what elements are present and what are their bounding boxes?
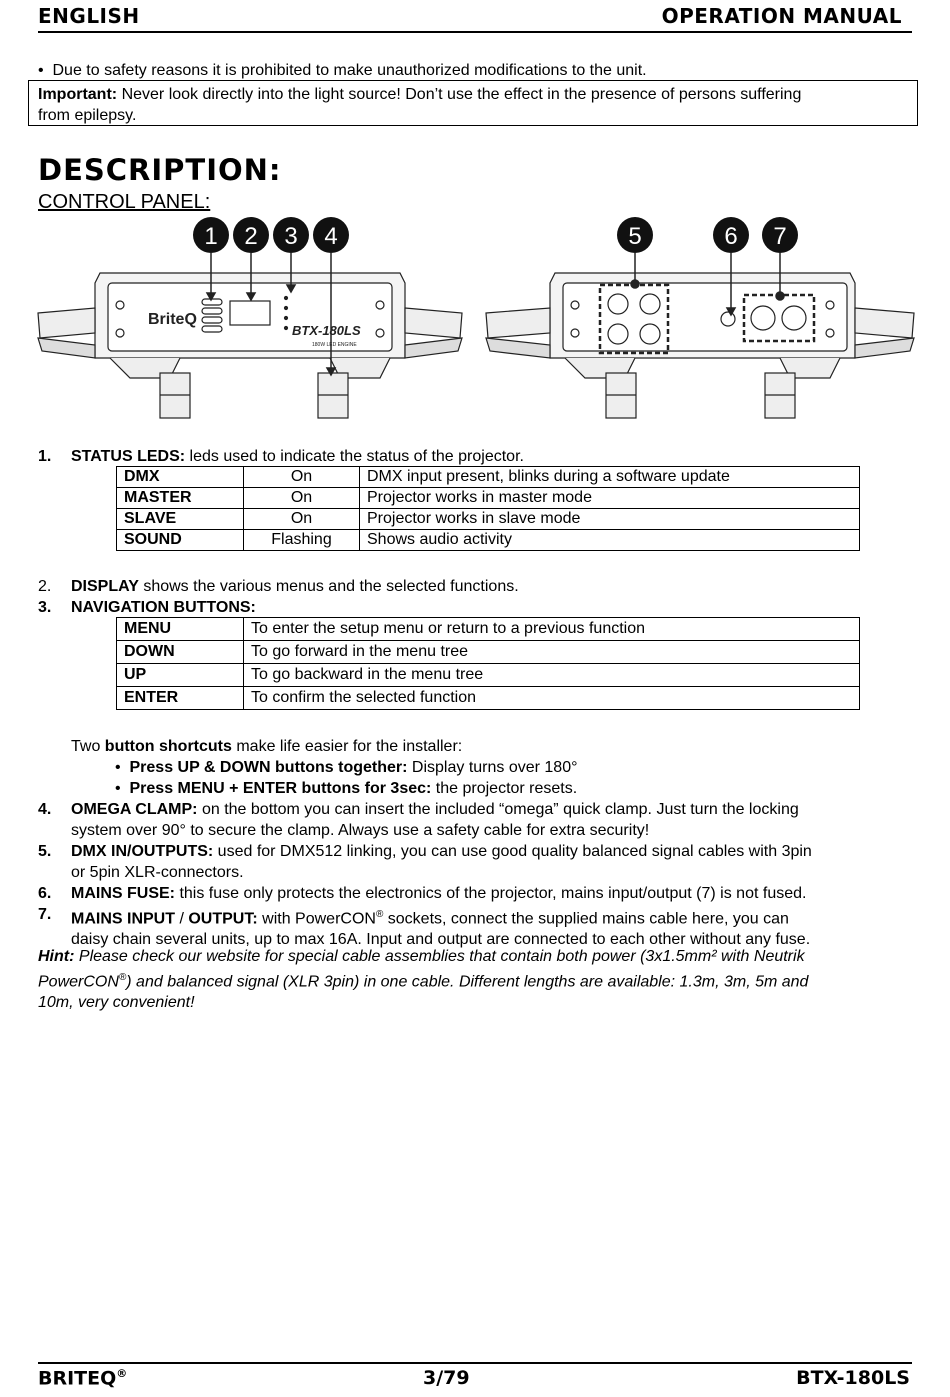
table-cell: Flashing bbox=[244, 530, 360, 551]
item-desc: leds used to indicate the status of the projector. bbox=[189, 448, 524, 465]
bullet-dot: • bbox=[115, 780, 121, 797]
table-cell: To go forward in the menu tree bbox=[244, 641, 860, 664]
item-slash: / bbox=[179, 910, 184, 928]
item-7-text bbox=[71, 904, 911, 950]
shortcut-text: the projector resets. bbox=[435, 780, 578, 797]
footer-brand bbox=[38, 1367, 127, 1389]
header-language: ENGLISH bbox=[38, 4, 140, 28]
item-line: system over 90° to secure the clamp. Always use a safety cable for extra security! bbox=[71, 822, 650, 839]
shortcut-bold: Press MENU + ENTER buttons for 3sec: bbox=[129, 780, 432, 797]
table-cell: DOWN bbox=[117, 641, 244, 664]
important-box bbox=[28, 80, 918, 126]
footer-rule bbox=[38, 1362, 912, 1364]
table-row bbox=[117, 618, 860, 641]
item-label: OUTPUT: bbox=[188, 910, 258, 928]
hint-line: Please check our website for special cable assemblies that contain both power (3x1.5mm² with Neutrik bbox=[78, 948, 805, 965]
callout-2 bbox=[233, 217, 269, 253]
status-led-table bbox=[116, 466, 860, 551]
svg-text:2: 2 bbox=[244, 223, 258, 250]
shortcut-2 bbox=[115, 778, 577, 799]
hint-line: 10m, very convenient! bbox=[38, 994, 195, 1012]
item-label: DISPLAY bbox=[71, 578, 139, 595]
bullet-dot: • bbox=[38, 62, 44, 79]
intro-bold: button shortcuts bbox=[104, 738, 232, 755]
item-desc: this fuse only protects the electronics of the projector, mains input/output (7) is not fused. bbox=[179, 885, 807, 902]
table-row bbox=[117, 509, 860, 530]
important-text-1: Never look directly into the light source! Don’t use the effect in the presence of persons suffering bbox=[121, 86, 802, 103]
item-label: STATUS LEDS: bbox=[71, 448, 186, 465]
navigation-table bbox=[116, 617, 860, 710]
shortcut-text: Display turns over 180° bbox=[411, 759, 578, 776]
callout-3 bbox=[273, 217, 309, 253]
table-row bbox=[117, 467, 860, 488]
table-cell: To confirm the selected function bbox=[244, 687, 860, 710]
item-line: daisy chain several units, up to max 16A. Input and output are connected to each other without any fuse. bbox=[71, 931, 811, 949]
control-panel-figure bbox=[30, 213, 920, 428]
intro-post: make life easier for the installer: bbox=[236, 738, 463, 755]
safety-text: Due to safety reasons it is prohibited to make unauthorized modifications to the unit. bbox=[52, 62, 647, 79]
table-row bbox=[117, 488, 860, 509]
item-label: OMEGA CLAMP: bbox=[71, 801, 198, 818]
svg-text:6: 6 bbox=[724, 223, 738, 250]
table-cell: SLAVE bbox=[117, 509, 244, 530]
table-row bbox=[117, 687, 860, 710]
registered-mark: ® bbox=[375, 909, 384, 920]
item-7-number: 7. bbox=[38, 906, 52, 923]
table-cell: MASTER bbox=[117, 488, 244, 509]
table-cell: Projector works in slave mode bbox=[360, 509, 860, 530]
front-sub: 180W LED ENGINE bbox=[312, 342, 357, 348]
important-label: Important: bbox=[38, 86, 118, 103]
footer-model: BTX-180LS bbox=[796, 1367, 910, 1389]
table-cell: To enter the setup menu or return to a previous function bbox=[244, 618, 860, 641]
hint-line: ) and balanced signal (XLR 3pin) in one cable. Different lengths are available: 1.3m, 3m, 5m and bbox=[126, 973, 809, 991]
svg-text:5: 5 bbox=[628, 223, 642, 250]
item-5-number: 5. bbox=[38, 843, 52, 860]
rear-view bbox=[486, 273, 914, 418]
table-cell: On bbox=[244, 467, 360, 488]
hint-line: PowerCON bbox=[38, 973, 119, 991]
table-cell: To go backward in the menu tree bbox=[244, 664, 860, 687]
bullet-dot: • bbox=[115, 759, 121, 776]
item-5-text bbox=[71, 841, 911, 883]
item-2-number: 2. bbox=[38, 578, 52, 595]
item-line: used for DMX512 linking, you can use good quality balanced signal cables with 3pin bbox=[217, 843, 812, 860]
hint-label: Hint: bbox=[38, 948, 75, 965]
important-text-2: from epilepsy. bbox=[38, 107, 137, 124]
table-cell: Projector works in master mode bbox=[360, 488, 860, 509]
item-1-text bbox=[71, 446, 524, 467]
item-3-label: NAVIGATION BUTTONS: bbox=[71, 599, 256, 616]
item-label: DMX IN/OUTPUTS: bbox=[71, 843, 214, 860]
hint-block bbox=[38, 946, 912, 1013]
section-title: DESCRIPTION: bbox=[38, 153, 282, 187]
registered-mark: ® bbox=[118, 972, 127, 983]
header-title: OPERATION MANUAL bbox=[661, 4, 902, 28]
item-3-number: 3. bbox=[38, 599, 52, 616]
shortcut-1 bbox=[115, 757, 578, 778]
table-cell: SOUND bbox=[117, 530, 244, 551]
front-logo: BriteQ bbox=[148, 311, 197, 328]
front-model: BTX-180LS bbox=[292, 323, 361, 338]
table-cell: UP bbox=[117, 664, 244, 687]
svg-text:3: 3 bbox=[284, 223, 298, 250]
item-label: MAINS FUSE: bbox=[71, 885, 175, 902]
callout-6 bbox=[713, 217, 749, 253]
item-6-number: 6. bbox=[38, 885, 52, 902]
shortcut-bold: Press UP & DOWN buttons together: bbox=[129, 759, 408, 776]
item-number: 1. bbox=[38, 448, 52, 465]
intro-pre: Two bbox=[71, 738, 101, 755]
item-4-text bbox=[71, 799, 911, 841]
table-row bbox=[117, 641, 860, 664]
item-4-number: 4. bbox=[38, 801, 52, 818]
table-cell: On bbox=[244, 509, 360, 530]
footer-page: 3/79 bbox=[423, 1367, 470, 1389]
table-cell: MENU bbox=[117, 618, 244, 641]
shortcuts-intro bbox=[71, 736, 462, 757]
item-line: sockets, connect the supplied mains cable here, you can bbox=[387, 910, 789, 928]
item-desc: shows the various menus and the selected functions. bbox=[143, 578, 519, 595]
table-cell: DMX bbox=[117, 467, 244, 488]
registered-mark: ® bbox=[116, 1367, 128, 1380]
svg-text:1: 1 bbox=[204, 223, 218, 250]
footer-brand-text: BRITEQ bbox=[38, 1367, 117, 1390]
svg-text:4: 4 bbox=[324, 223, 338, 250]
item-line: with PowerCON bbox=[262, 910, 376, 928]
item-line: on the bottom you can insert the included “omega” quick clamp. Just turn the locking bbox=[201, 801, 799, 818]
subsection-title: CONTROL PANEL: bbox=[38, 191, 211, 213]
table-cell: On bbox=[244, 488, 360, 509]
safety-bullet bbox=[38, 60, 647, 81]
callout-4 bbox=[313, 217, 349, 253]
table-row bbox=[117, 664, 860, 687]
table-cell: ENTER bbox=[117, 687, 244, 710]
table-cell: Shows audio activity bbox=[360, 530, 860, 551]
svg-text:7: 7 bbox=[773, 223, 787, 250]
item-line: or 5pin XLR-connectors. bbox=[71, 864, 244, 881]
table-row bbox=[117, 530, 860, 551]
callout-1 bbox=[193, 217, 229, 253]
item-label: MAINS INPUT bbox=[71, 910, 175, 928]
item-6-text bbox=[71, 883, 806, 904]
callout-5 bbox=[617, 217, 653, 253]
item-2-text bbox=[71, 576, 519, 597]
item-1 bbox=[38, 446, 51, 467]
table-cell: DMX input present, blinks during a software update bbox=[360, 467, 860, 488]
callout-7 bbox=[762, 217, 798, 253]
header-rule bbox=[38, 31, 912, 33]
